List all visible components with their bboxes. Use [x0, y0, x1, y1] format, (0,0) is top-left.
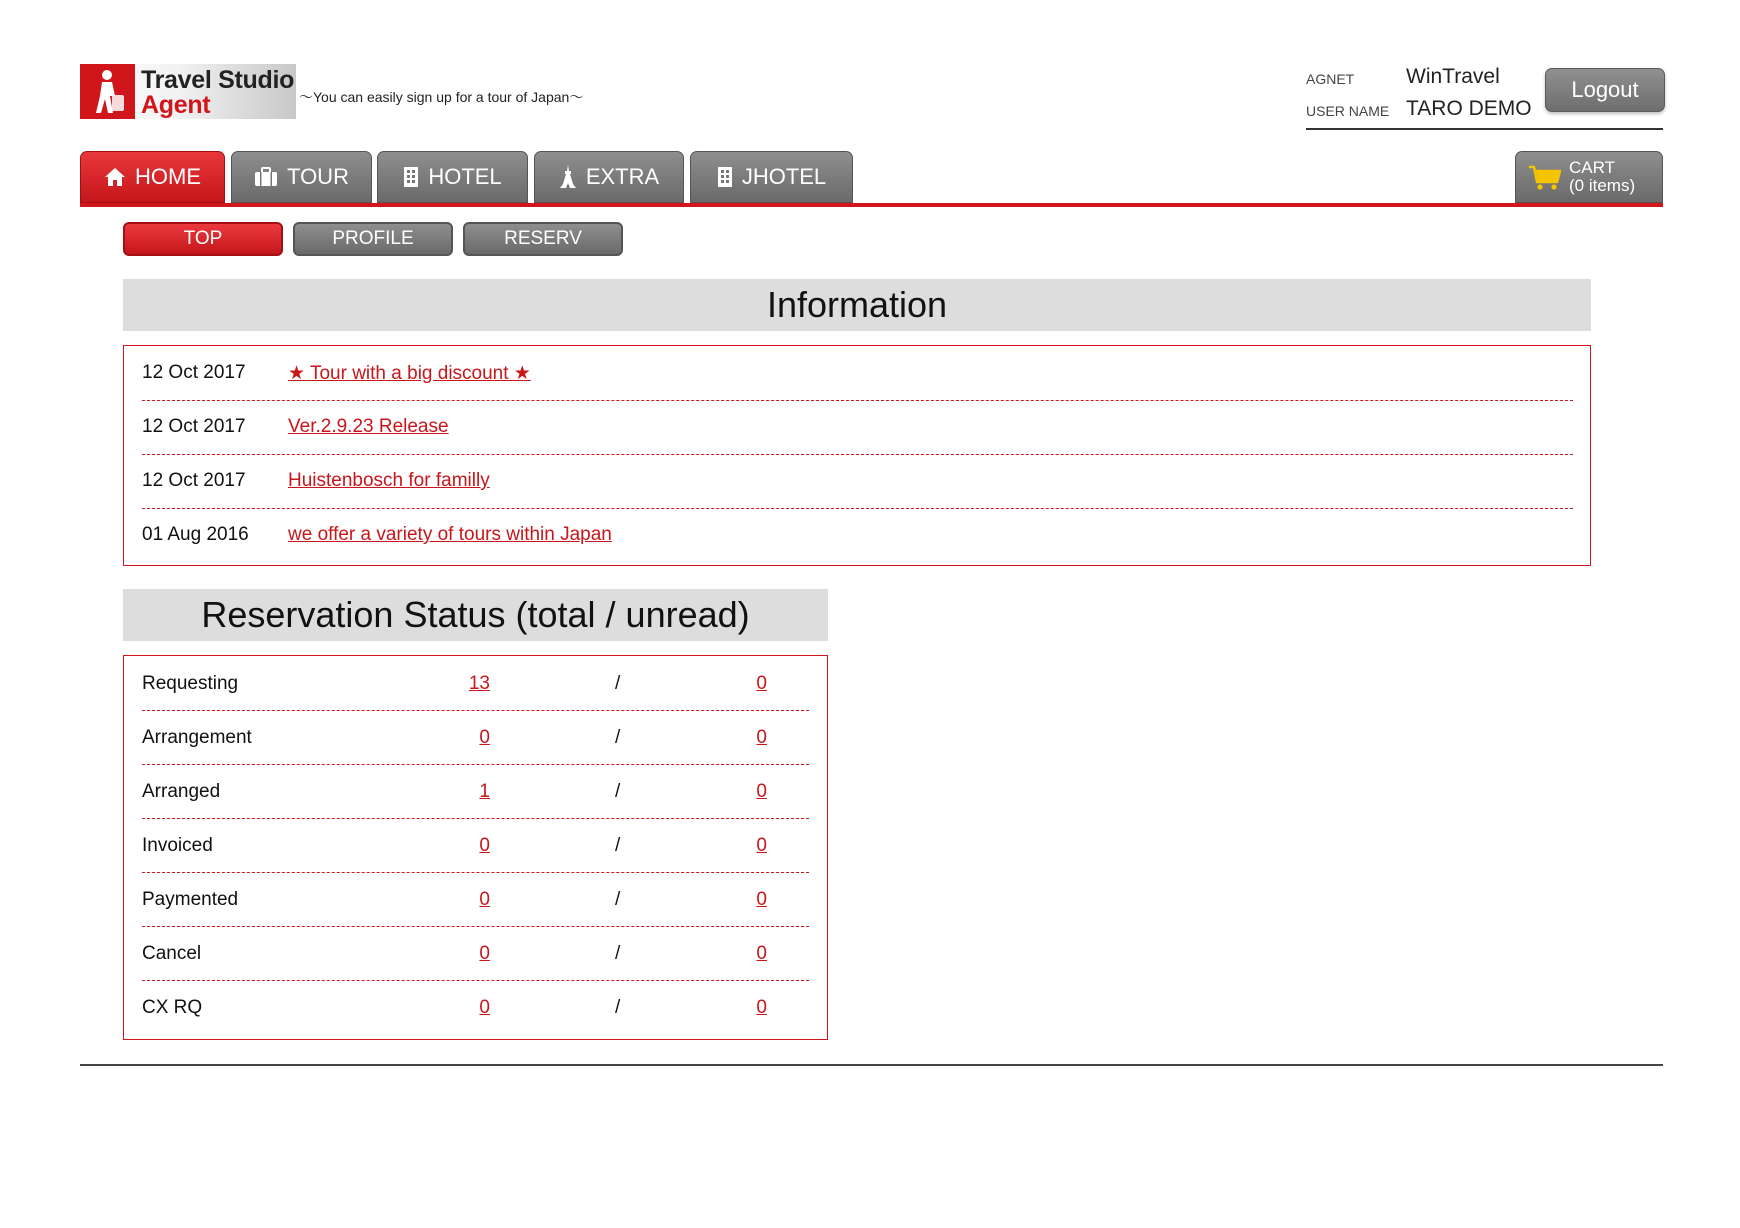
building-icon — [403, 166, 419, 188]
table-row — [142, 764, 809, 819]
tab-label: HOTEL — [428, 164, 502, 189]
info-date: 01 Aug 2016 — [142, 524, 249, 545]
status-label: Paymented — [142, 889, 239, 910]
tab-home[interactable] — [80, 151, 225, 203]
subtab-top[interactable]: TOP — [123, 222, 283, 256]
status-label: CX RQ — [142, 997, 203, 1018]
subtab-reserv[interactable]: RESERV — [463, 222, 623, 256]
subtab-profile[interactable]: PROFILE — [293, 222, 453, 256]
tab-label: JHOTEL — [741, 164, 827, 189]
unread-count-link[interactable]: 0 — [756, 943, 767, 964]
separator-slash: / — [615, 781, 621, 802]
cart-icon — [1528, 165, 1562, 196]
info-link[interactable]: Huistenbosch for familly — [288, 470, 490, 491]
unread-count-link[interactable]: 0 — [756, 835, 767, 856]
info-date: 12 Oct 2017 — [142, 362, 246, 383]
separator-slash: / — [615, 835, 621, 856]
tab-extra[interactable] — [534, 151, 684, 203]
tab-label: EXTRA — [585, 164, 660, 189]
separator-slash: / — [615, 727, 621, 748]
tab-label: HOME — [135, 164, 201, 189]
logo-title: Travel Studio — [141, 66, 295, 94]
tab-tour[interactable] — [231, 151, 372, 203]
table-row — [142, 926, 809, 981]
unread-count-link[interactable]: 0 — [756, 997, 767, 1018]
suitcase-icon — [254, 167, 278, 187]
tab-hotel[interactable] — [377, 151, 528, 203]
tagline: ～You can easily sign up for a tour of Japan～ — [299, 89, 584, 105]
list-item — [142, 454, 1573, 509]
user-name-value: TARO DEMO — [1406, 97, 1532, 120]
unread-count-link[interactable]: 0 — [756, 889, 767, 910]
total-count-link[interactable]: 0 — [479, 997, 490, 1018]
user-name-label: USER NAME — [1306, 103, 1390, 119]
table-row — [142, 710, 809, 765]
status-label: Arranged — [142, 781, 221, 802]
unread-count-link[interactable]: 0 — [756, 781, 767, 802]
total-count-link[interactable]: 0 — [479, 835, 490, 856]
home-icon — [104, 167, 126, 187]
total-count-link[interactable]: 13 — [468, 673, 490, 694]
status-label: Arrangement — [142, 727, 252, 748]
cart-button[interactable] — [1515, 151, 1663, 203]
separator-slash: / — [615, 997, 621, 1018]
logout-button[interactable]: Logout — [1545, 68, 1665, 112]
list-item — [142, 346, 1573, 401]
info-link[interactable]: ★ Tour with a big discount ★ — [288, 363, 531, 384]
separator-slash: / — [615, 943, 621, 964]
total-count-link[interactable]: 1 — [479, 781, 490, 802]
traveler-icon — [80, 64, 135, 119]
table-row — [142, 872, 809, 927]
info-date: 12 Oct 2017 — [142, 470, 246, 491]
reservation-status-title: Reservation Status (total / unread) — [123, 589, 828, 641]
logo[interactable] — [80, 64, 296, 119]
info-date: 12 Oct 2017 — [142, 416, 246, 437]
building-icon — [717, 166, 733, 188]
tower-icon — [559, 165, 577, 189]
agent-label: AGNET — [1306, 71, 1355, 87]
unread-count-link[interactable]: 0 — [756, 727, 767, 748]
info-link[interactable]: Ver.2.9.23 Release — [288, 416, 449, 437]
table-row — [142, 818, 809, 873]
unread-count-link[interactable]: 0 — [756, 673, 767, 694]
status-label: Invoiced — [142, 835, 213, 856]
list-item — [142, 508, 1573, 562]
tab-label: TOUR — [287, 164, 349, 189]
nav-underline — [80, 203, 1663, 207]
info-link[interactable]: we offer a variety of tours within Japan — [288, 524, 612, 545]
separator-slash: / — [615, 673, 621, 694]
reservation-status-table — [123, 655, 828, 1040]
cart-label: CART — [1569, 158, 1615, 177]
information-list — [123, 345, 1591, 566]
status-label: Requesting — [142, 673, 239, 694]
separator-slash: / — [615, 889, 621, 910]
table-row — [142, 656, 809, 711]
agent-value: WinTravel — [1406, 65, 1500, 88]
total-count-link[interactable]: 0 — [479, 727, 490, 748]
logo-subtitle: Agent — [141, 91, 211, 119]
total-count-link[interactable]: 0 — [479, 889, 490, 910]
cart-count: (0 items) — [1569, 176, 1636, 195]
information-title: Information — [123, 279, 1591, 331]
footer-divider — [80, 1064, 1663, 1066]
status-label: Cancel — [142, 943, 202, 964]
total-count-link[interactable]: 0 — [479, 943, 490, 964]
tab-jhotel[interactable] — [690, 151, 853, 203]
list-item — [142, 400, 1573, 455]
table-row — [142, 980, 809, 1034]
